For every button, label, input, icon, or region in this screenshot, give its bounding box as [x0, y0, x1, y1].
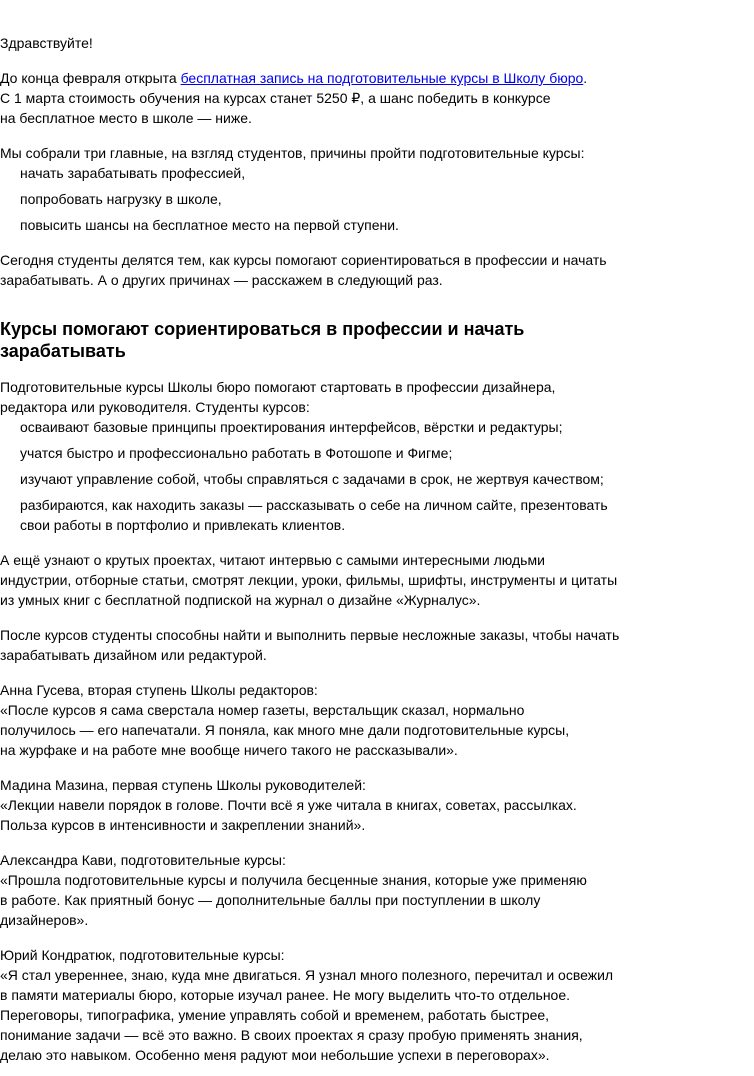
testimonial-author: Александра Кави, подготовительные курсы: — [0, 852, 286, 868]
section-lead: Подготовительные курсы Школы бюро помогают стартовать в профессии дизайнера, редактора или руководителя. Студенты курсов: — [0, 379, 556, 415]
intro-line-2: С 1 марта стоимость обучения на курсах станет 5250 ₽, а шанс победить в конкурсе — [0, 90, 551, 106]
list-item: попробовать нагрузку в школе, — [20, 191, 222, 207]
intro-before-link: До конца февраля открыта — [0, 70, 181, 86]
intro-line-3: на бесплатное место в школе — ниже. — [0, 110, 252, 126]
reasons-list — [0, 163, 740, 235]
testimonial — [0, 775, 740, 835]
testimonial — [0, 945, 740, 1065]
free-enrollment-link[interactable]: бесплатная запись на подготовительные курсы в Школу бюро — [180, 70, 584, 86]
testimonial-text: «Я стал увереннее, знаю, куда мне двигаться. Я узнал много полезного, перечитал и освежил в памяти материалы бюро, которые изучал ранее. Не могу выделить что-то отдельное. Переговоры, типографика, умение управлять собой и временем, работать быстрее, понимание задачи — всё это важно. В своих проектах я сразу пробую применять знания, делаю это навыком. Особенно меня радуют мои небольшие успехи в переговорах». — [0, 967, 614, 1063]
testimonial-author: Анна Гусева, вторая ступень Школы редакторов: — [0, 682, 318, 698]
after-courses-paragraph: После курсов студенты способны найти и выполнить первые несложные заказы, чтобы начать зарабатывать дизайном или редактурой. — [0, 627, 620, 663]
testimonial-author: Мадина Мазина, первая ступень Школы руководителей: — [0, 777, 366, 793]
list-item: начать зарабатывать профессией, — [20, 165, 246, 181]
greeting: Здравствуйте! — [0, 35, 93, 51]
list-item: осваивают базовые принципы проектирования интерфейсов, вёрстки и редактуры; — [20, 419, 563, 435]
testimonial-text: «Прошла подготовительные курсы и получила бесценные знания, которые уже применяю в работе. Как приятный бонус — дополнительные баллы при поступлении в школу дизайнеров». — [0, 872, 587, 928]
list-item: разбираются, как находить заказы — рассказывать о себе на личном сайте, презентовать свои работы в портфолио и привлекать клиентов. — [20, 497, 608, 533]
section-heading: Курсы помогают сориентироваться в профессии и начать зарабатывать — [0, 319, 525, 361]
testimonial-text: «Лекции навели порядок в голове. Почти всё я уже читала в книгах, советах, рассылках. Польза курсов в интенсивности и закреплении знаний». — [0, 797, 577, 833]
list-item: учатся быстро и профессионально работать в Фотошопе и Фигме; — [20, 445, 453, 461]
testimonial-author: Юрий Кондратюк, подготовительные курсы: — [0, 947, 285, 963]
testimonial — [0, 680, 740, 760]
extra-paragraph: А ещё узнают о крутых проектах, читают интервью с самыми интересными людьми индустрии, отборные статьи, смотрят лекции, уроки, фильмы, шрифты, инструменты и цитаты из умных книг с бесплатной подпиской на журнал о дизайне «Журналус». — [0, 552, 618, 608]
skills-list — [0, 417, 740, 535]
testimonial-text: «После курсов я сама сверстала номер газеты, верстальщик сказал, нормально получилось — его напечатали. Я поняла, как много мне дали подготовительные курсы, на журфаке и на работе мне вообще ничего такого не рассказывали». — [0, 702, 570, 758]
list-item: повысить шансы на бесплатное место на первой ступени. — [20, 217, 399, 233]
today-paragraph: Сегодня студенты делятся тем, как курсы помогают сориентироваться в профессии и начать зарабатывать. А о других причинах — расскажем в следующий раз. — [0, 252, 607, 288]
list-item: изучают управление собой, чтобы справляться с задачами в срок, не жертвуя качеством; — [20, 471, 604, 487]
testimonial — [0, 850, 740, 930]
intro-after-link: . — [583, 70, 588, 86]
intro-paragraph — [0, 68, 740, 128]
reasons-lead: Мы собрали три главные, на взгляд студентов, причины пройти подготовительные курсы: — [0, 145, 585, 161]
